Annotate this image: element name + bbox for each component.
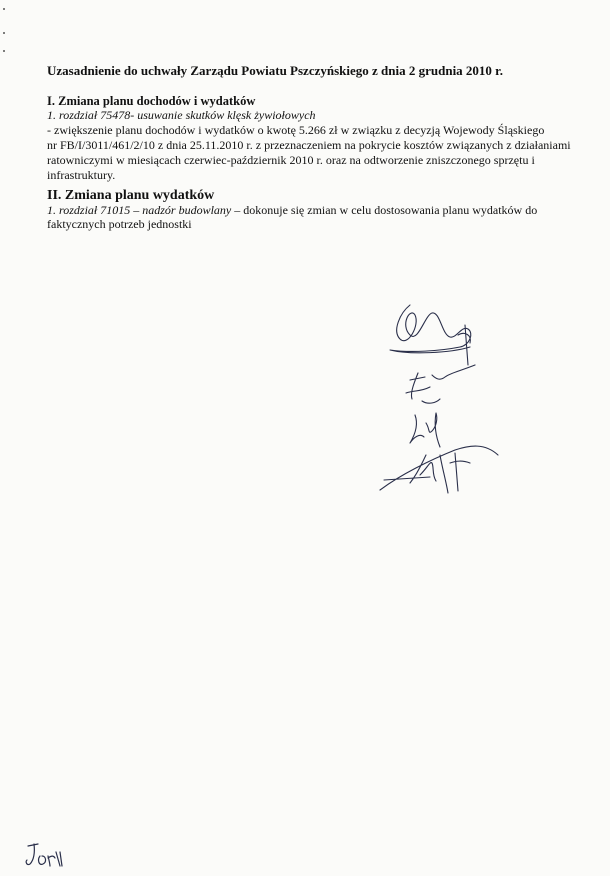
subsection-prefix: 1. rozdział 75478- [47,108,138,122]
section-heading-income-expenses: I. Zmiana planu dochodów i wydatków [47,94,256,108]
subsection-dash: – [133,203,143,217]
subsection-75478 [47,108,316,122]
scan-artifact [3,32,5,34]
body-line: - zwiększenie planu dochodów i wydatków o kwotę 5.266 zł w związku z decyzją Wojewody Śląskiego [47,123,545,137]
handwritten-page-mark-icon [22,838,66,872]
scan-artifact [3,8,5,10]
section-body-income-expenses [47,123,571,183]
subsection-71015 [47,203,537,217]
section-body-expenses [47,217,567,232]
body-line: nr FB/I/3011/461/2/10 z dnia 25.11.2010 r. z przeznaczeniem na pokrycie kosztów związanych z działaniami [47,138,571,152]
subsection-prefix: 1. rozdział 71015 [47,203,134,217]
body-line: faktycznych potrzeb jednostki [47,217,192,231]
body-line: ratowniczymi w miesiącach czerwiec-październik 2010 r. oraz na odtworzenie zniszczonego sprzętu i [47,153,535,167]
subsection-title: usuwanie skutków klęsk żywiołowych [137,108,316,122]
signatures-block [370,295,520,505]
signature-2-icon [406,365,475,403]
section-heading-expenses: II. Zmiana planu wydatków [47,188,215,203]
signature-1-icon [390,305,471,365]
signature-4-icon [380,446,498,493]
document-title: Uzasadnienie do uchwały Zarządu Powiatu Pszczyńskiego z dnia 2 grudnia 2010 r. [47,63,504,78]
body-line: infrastruktury. [47,168,116,182]
signature-3-icon [410,413,440,447]
subsection-rest: – dokonuje się zmian w celu dostosowania planu wydatków do [231,203,538,217]
subsection-title: nadzór budowlany [142,203,232,217]
scan-artifact [3,50,5,52]
